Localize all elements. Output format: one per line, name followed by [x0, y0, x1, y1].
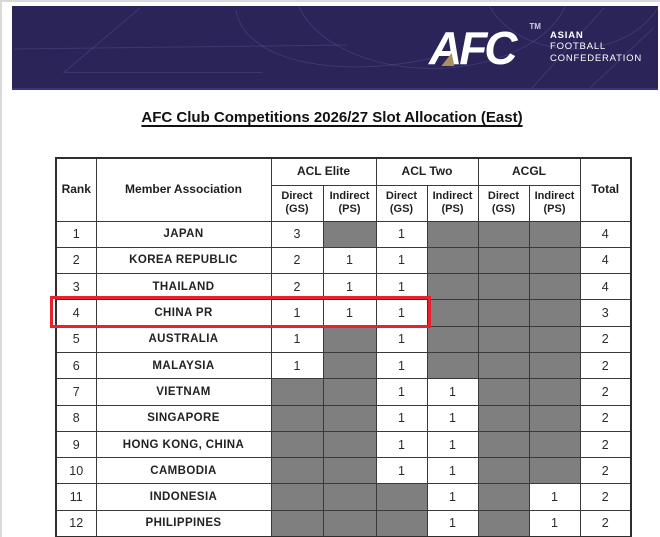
col-group-acl-two: ACL Two — [376, 158, 478, 185]
afc-logo-text: AFC — [428, 22, 515, 74]
slot-cell — [478, 247, 529, 273]
slot-cell: 2 — [271, 247, 323, 273]
col-header-member-association: Member Association — [96, 158, 271, 221]
rank-cell: 2 — [56, 247, 96, 273]
afc-org-name — [550, 30, 642, 65]
sub-header-line: (GS) — [491, 203, 516, 215]
slot-cell: 1 — [271, 300, 323, 326]
slot-cell — [529, 221, 580, 247]
table-row — [56, 247, 631, 273]
slot-cell — [376, 484, 427, 510]
slot-cell — [271, 431, 323, 457]
slot-cell: 1 — [376, 247, 427, 273]
slot-cell — [427, 247, 478, 273]
slot-cell: 1 — [376, 405, 427, 431]
member-cell: THAILAND — [96, 274, 271, 300]
slot-cell: 1 — [323, 274, 376, 300]
rank-cell: 8 — [56, 405, 96, 431]
member-cell: KOREA REPUBLIC — [96, 247, 271, 273]
total-cell: 4 — [580, 221, 631, 247]
slot-cell: 1 — [427, 405, 478, 431]
rank-cell: 9 — [56, 431, 96, 457]
slot-cell: 1 — [271, 326, 323, 352]
rank-cell: 10 — [56, 458, 96, 484]
slot-cell: 3 — [271, 221, 323, 247]
sub-header-line: Indirect — [534, 190, 575, 202]
total-cell: 4 — [580, 274, 631, 300]
slot-cell: 1 — [323, 247, 376, 273]
member-cell: VIETNAM — [96, 379, 271, 405]
slot-cell — [478, 484, 529, 510]
rank-cell: 12 — [56, 510, 96, 536]
col-header-total: Total — [580, 158, 631, 221]
table-row — [56, 431, 631, 457]
slot-cell — [427, 352, 478, 378]
slot-cell — [271, 405, 323, 431]
table-row — [56, 510, 631, 536]
slot-cell — [529, 379, 580, 405]
col-header-elite-indirect — [323, 185, 376, 221]
org-name-line3: CONFEDERATION — [549, 52, 642, 64]
slot-cell — [323, 458, 376, 484]
slot-cell — [478, 274, 529, 300]
slot-cell: 1 — [529, 510, 580, 536]
slot-cell: 1 — [427, 458, 478, 484]
slot-cell: 1 — [376, 379, 427, 405]
member-cell: AUSTRALIA — [96, 326, 271, 352]
rank-cell: 1 — [56, 221, 96, 247]
slot-cell: 1 — [376, 352, 427, 378]
slot-cell — [376, 510, 427, 536]
total-cell: 2 — [580, 458, 631, 484]
slot-cell: 1 — [376, 326, 427, 352]
afc-banner — [12, 6, 658, 90]
slot-cell — [323, 405, 376, 431]
slot-cell — [478, 379, 529, 405]
slot-cell — [478, 352, 529, 378]
table-row — [56, 405, 631, 431]
slot-cell — [427, 326, 478, 352]
sub-header-line: Direct — [385, 190, 418, 202]
total-cell: 2 — [580, 484, 631, 510]
member-cell: JAPAN — [96, 221, 271, 247]
rank-cell: 6 — [56, 352, 96, 378]
slot-allocation-table — [55, 157, 632, 537]
slot-cell: 1 — [529, 484, 580, 510]
trademark-mark: TM — [529, 22, 541, 31]
org-name-line1: ASIAN — [549, 29, 584, 41]
slot-cell — [271, 484, 323, 510]
slot-cell — [529, 431, 580, 457]
slot-cell — [427, 221, 478, 247]
sub-header-line: (GS) — [389, 203, 414, 215]
slot-cell — [323, 510, 376, 536]
table-row — [56, 484, 631, 510]
sub-header-line: (PS) — [543, 203, 566, 215]
table-row — [56, 326, 631, 352]
slot-cell — [427, 274, 478, 300]
slot-cell — [478, 458, 529, 484]
sub-header-line: Indirect — [432, 190, 473, 202]
page-title: AFC Club Competitions 2026/27 Slot Allocation (East) — [141, 109, 523, 126]
rank-cell: 5 — [56, 326, 96, 352]
col-header-acgl-direct — [478, 185, 529, 221]
slot-cell: 1 — [376, 431, 427, 457]
table-row-highlighted — [56, 300, 631, 326]
col-header-two-direct — [376, 185, 427, 221]
slot-cell — [478, 431, 529, 457]
rank-cell: 11 — [56, 484, 96, 510]
sub-header-line: (GS) — [285, 203, 309, 215]
col-group-acgl: ACGL — [478, 158, 580, 185]
col-header-elite-direct — [271, 185, 323, 221]
col-group-acl-elite: ACL Elite — [271, 158, 376, 185]
sub-header-line: Direct — [487, 190, 520, 202]
slot-cell: 1 — [427, 431, 478, 457]
rank-cell: 7 — [56, 379, 96, 405]
slot-cell — [323, 379, 376, 405]
total-cell: 2 — [580, 431, 631, 457]
table-row — [56, 274, 631, 300]
slot-cell — [323, 484, 376, 510]
afc-logo-area — [429, 6, 642, 88]
slot-cell — [529, 352, 580, 378]
org-name-line2: FOOTBALL — [549, 41, 606, 53]
rank-cell: 4 — [56, 300, 96, 326]
table-row — [56, 458, 631, 484]
col-header-rank: Rank — [56, 158, 96, 221]
slot-cell — [478, 326, 529, 352]
slot-cell — [529, 458, 580, 484]
slot-cell — [271, 458, 323, 484]
slot-cell: 1 — [427, 379, 478, 405]
slot-cell: 2 — [271, 274, 323, 300]
member-cell: CHINA PR — [96, 300, 271, 326]
slot-cell: 1 — [376, 458, 427, 484]
sub-header-line: (PS) — [441, 203, 464, 215]
sub-header-line: Indirect — [329, 190, 370, 202]
table-row — [56, 221, 631, 247]
member-cell: MALAYSIA — [96, 352, 271, 378]
table-container — [55, 157, 632, 537]
sub-header-line: Direct — [281, 190, 313, 202]
slot-cell: 1 — [271, 352, 323, 378]
slot-cell: 1 — [427, 510, 478, 536]
slot-cell — [529, 300, 580, 326]
member-cell: HONG KONG, CHINA — [96, 431, 271, 457]
header-group-row — [56, 158, 631, 185]
sub-header-line: (PS) — [338, 203, 361, 215]
slot-cell — [323, 352, 376, 378]
slot-cell: 1 — [427, 484, 478, 510]
total-cell: 2 — [580, 352, 631, 378]
member-cell: PHILIPPINES — [96, 510, 271, 536]
slot-cell — [478, 510, 529, 536]
rank-cell: 3 — [56, 274, 96, 300]
slot-cell — [427, 300, 478, 326]
total-cell: 2 — [580, 510, 631, 536]
slot-cell — [323, 221, 376, 247]
member-cell: INDONESIA — [96, 484, 271, 510]
slot-cell: 1 — [376, 221, 427, 247]
slot-cell — [529, 405, 580, 431]
total-cell: 4 — [580, 247, 631, 273]
slot-cell: 1 — [376, 274, 427, 300]
total-cell: 2 — [580, 405, 631, 431]
slot-cell — [529, 326, 580, 352]
slot-cell — [478, 405, 529, 431]
table-row — [56, 379, 631, 405]
slot-cell — [271, 510, 323, 536]
total-cell: 2 — [580, 379, 631, 405]
slot-cell — [478, 300, 529, 326]
col-header-two-indirect — [427, 185, 478, 221]
slot-cell — [271, 379, 323, 405]
slot-cell — [529, 247, 580, 273]
slot-cell: 1 — [323, 300, 376, 326]
slot-cell — [529, 274, 580, 300]
slot-cell — [323, 326, 376, 352]
slot-cell: 1 — [376, 300, 427, 326]
member-cell: SINGAPORE — [96, 405, 271, 431]
col-header-acgl-indirect — [529, 185, 580, 221]
afc-logo — [428, 18, 541, 76]
slot-cell — [323, 431, 376, 457]
total-cell: 3 — [580, 300, 631, 326]
total-cell: 2 — [580, 326, 631, 352]
slot-cell — [478, 221, 529, 247]
table-row — [56, 352, 631, 378]
member-cell: CAMBODIA — [96, 458, 271, 484]
